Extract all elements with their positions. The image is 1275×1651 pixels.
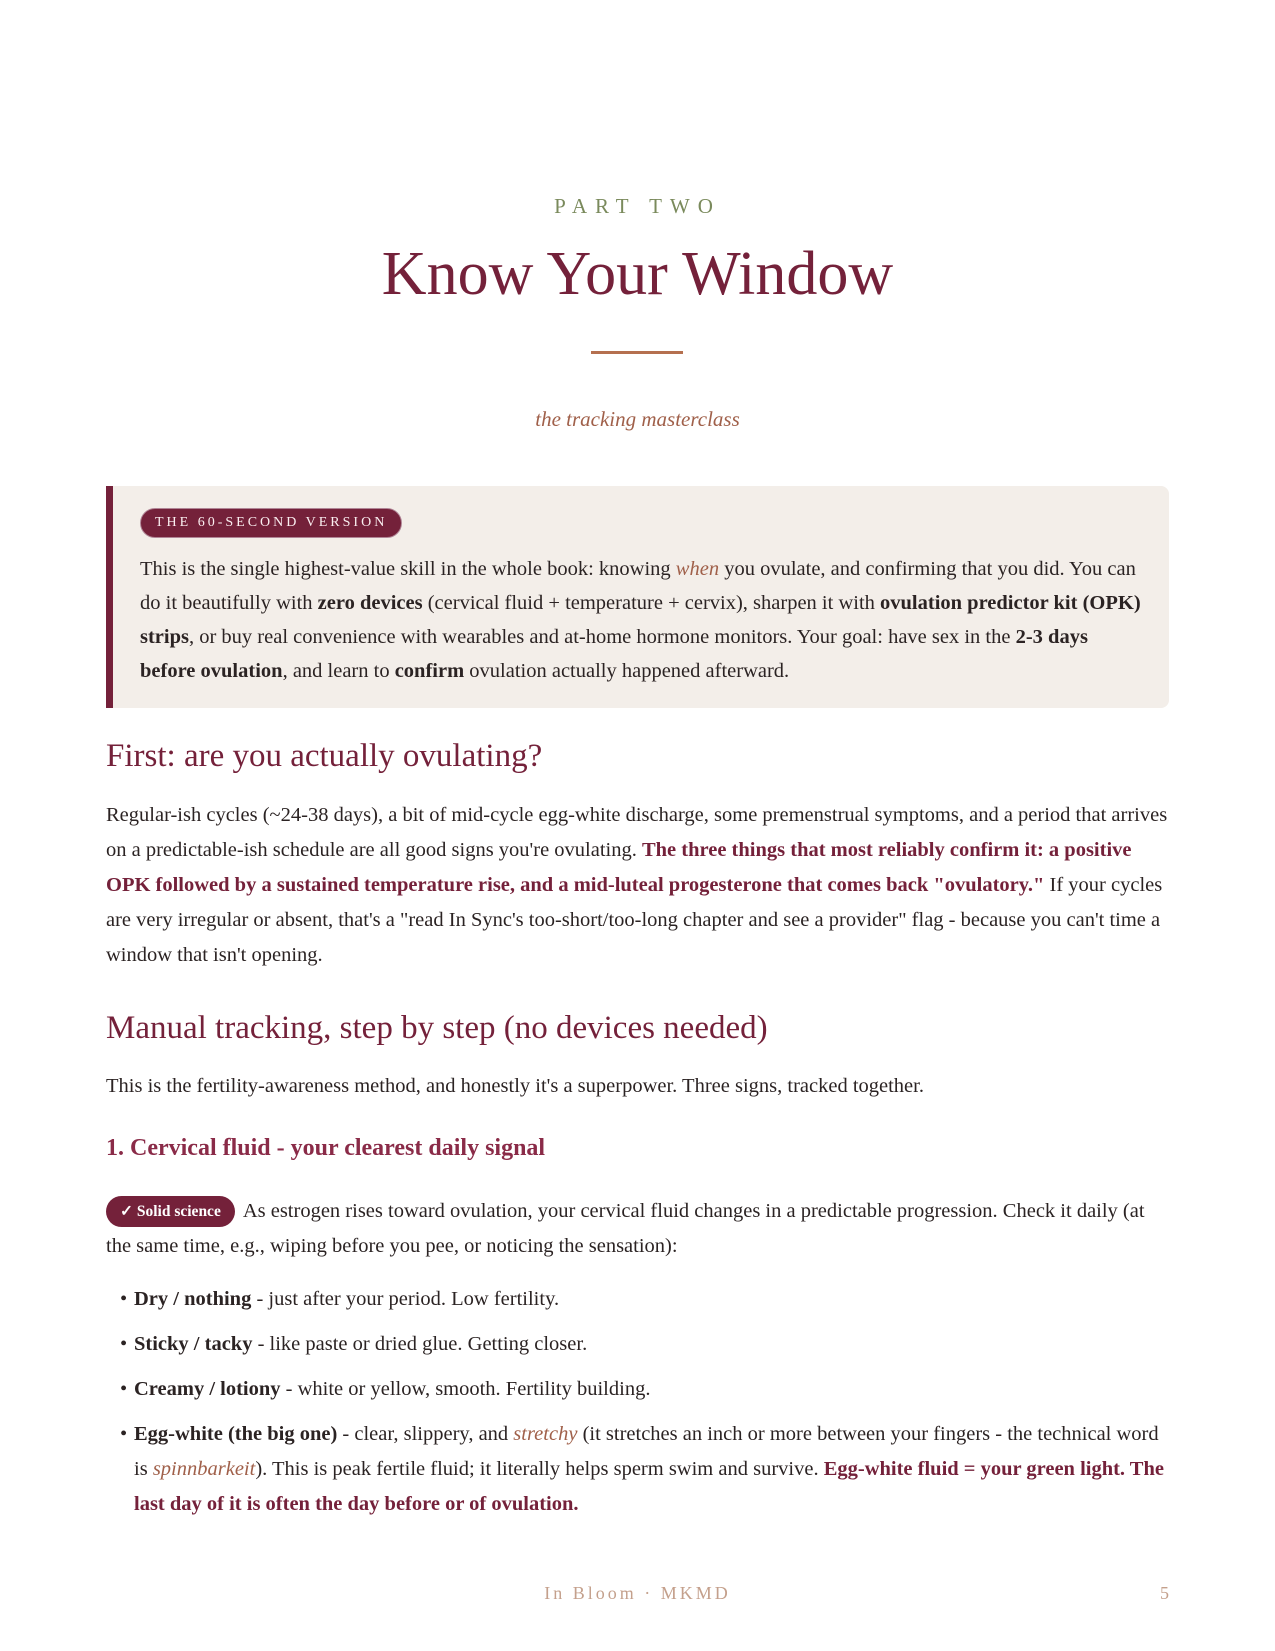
- part-label: PART TWO: [554, 194, 721, 218]
- summary-badge: THE 60-SECOND VERSION: [140, 508, 402, 538]
- summary-emphasis: when: [675, 558, 720, 580]
- list-item-term: Sticky / tacky: [134, 1333, 253, 1355]
- list-item-highlight: Egg-white fluid = your green light. The last day of it is often the day before or of ovulation.: [134, 1458, 1164, 1515]
- summary-text-part: ovulation actually happened afterward.: [464, 660, 790, 682]
- list-item-desc: (it stretches an inch or more between your fingers - the technical word is: [134, 1423, 1159, 1480]
- page-title: Know Your Window: [381, 240, 894, 308]
- paragraph-text-part: Regular-ish cycles (~24-38 days), a bit of mid-cycle egg-white discharge, some premenstrual symptoms, and a period that arrives on a predictable-ish schedule are all good signs you're ovulating.: [106, 804, 1168, 861]
- list-item-desc: - like paste or dried glue. Getting closer.: [252, 1333, 588, 1355]
- list-item-emphasis: stretchy: [513, 1423, 578, 1445]
- footer-brand: In Bloom · MKMD: [544, 1583, 731, 1603]
- list-item: [120, 1282, 1170, 1317]
- summary-text-part: (cervical fluid + temperature + cervix), sharpen it with: [422, 592, 881, 614]
- paragraph-highlight: The three things that most reliably confirm it: a positive OPK followed by a sustained temperature rise, and a mid-luteal progesterone that comes back "ovulatory.": [106, 839, 1132, 896]
- summary-strong: zero devices: [317, 592, 423, 614]
- section-heading-manual-tracking: Manual tracking, step by step (no devices needed): [106, 1010, 768, 1046]
- list-item: [120, 1327, 1170, 1362]
- subsection-paragraph-cervical-fluid: [106, 1194, 1169, 1264]
- summary-text: [140, 552, 1143, 688]
- summary-strong: ovulation predictor kit (OPK) strips: [140, 592, 1141, 648]
- paragraph-text-part: As estrogen rises toward ovulation, your cervical fluid changes in a predictable progression. Check it daily (at the same time, e.g., wiping before you pee, or noticing the sensation):: [106, 1200, 1145, 1257]
- title-divider: [591, 351, 683, 354]
- summary-text-part: , and learn to: [282, 660, 395, 682]
- paragraph-text-part: If your cycles are very irregular or absent, that's a "read In Sync's too-short/too-long chapter and see a provider" flag - because you can't time a window that isn't opening.: [106, 874, 1163, 966]
- section-heading-ovulating: First: are you actually ovulating?: [106, 738, 543, 774]
- list-item-desc: ). This is peak fertile fluid; it literally helps sperm swim and survive.: [255, 1458, 824, 1480]
- summary-callout: [106, 486, 1169, 708]
- summary-text-part: This is the single highest-value skill in the whole book: knowing: [140, 558, 676, 580]
- section-paragraph-ovulating: [106, 798, 1169, 973]
- section-intro-manual-tracking: This is the fertility-awareness method, and honestly it's a superpower. Three signs, tracked together.: [106, 1075, 924, 1097]
- summary-strong: 2-3 days before ovulation: [140, 626, 1088, 682]
- page-subtitle: the tracking masterclass: [535, 407, 740, 431]
- solid-science-badge: ✓ Solid science: [106, 1196, 235, 1227]
- list-item-desc: - clear, slippery, and: [337, 1423, 514, 1445]
- summary-text-part: , or buy real convenience with wearables and at-home hormone monitors. Your goal: have sex in the: [188, 626, 1016, 648]
- cervical-fluid-list: [120, 1282, 1170, 1532]
- summary-text-part: you ovulate, and confirming that you did. You can do it beautifully with: [140, 558, 1136, 614]
- list-item-term: Egg-white (the big one): [134, 1423, 338, 1445]
- list-item: [120, 1372, 1170, 1407]
- summary-strong: confirm: [394, 660, 465, 682]
- list-item-emphasis: spinnbarkeit: [152, 1458, 256, 1480]
- subsection-heading-cervical-fluid: 1. Cervical fluid - your clearest daily signal: [106, 1135, 546, 1161]
- list-item: [120, 1417, 1170, 1522]
- list-item-term: Dry / nothing: [134, 1288, 252, 1310]
- page-number: 5: [1160, 1583, 1169, 1603]
- list-item-desc: - just after your period. Low fertility.: [251, 1288, 560, 1310]
- list-item-term: Creamy / lotiony: [134, 1378, 281, 1400]
- list-item-desc: - white or yellow, smooth. Fertility building.: [280, 1378, 651, 1400]
